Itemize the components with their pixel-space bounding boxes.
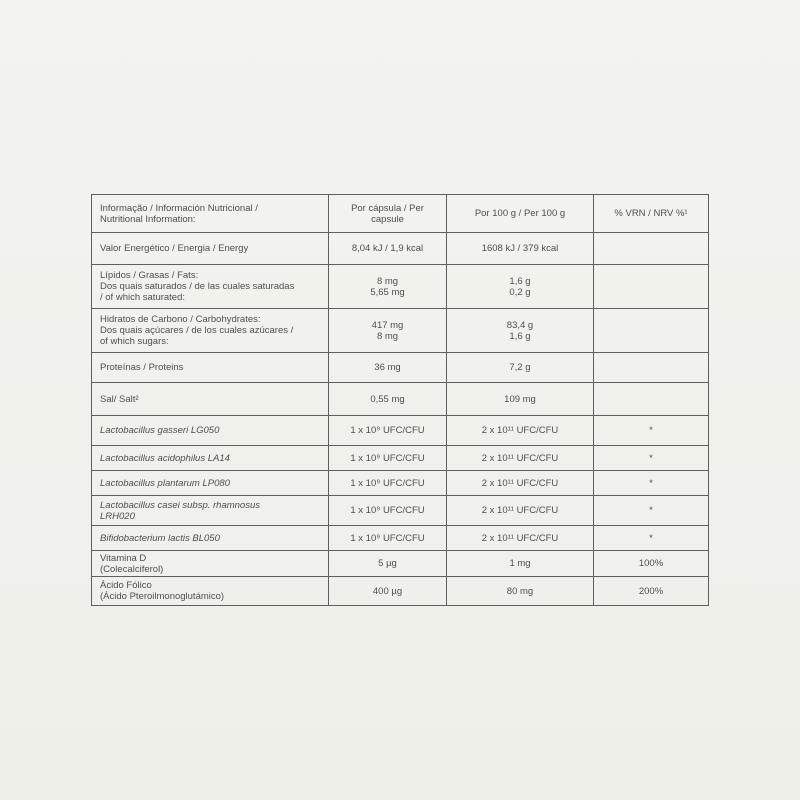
value-per-capsule: 0,55 mg [329,383,447,416]
table-row [92,471,709,496]
value-per-100g: 2 x 10¹¹ UFC/CFU [447,471,594,496]
header-nutrition-info: Informação / Información Nutricional / Nutritional Information: [92,195,329,233]
value-per-capsule: 1 x 10⁹ UFC/CFU [329,496,447,526]
value-per-capsule: 36 mg [329,353,447,383]
nutrient-name: Valor Energético / Energia / Energy [92,233,329,265]
value-per-100g: 2 x 10¹¹ UFC/CFU [447,446,594,471]
nutrition-table [91,194,709,606]
value-vrn: 200% [594,577,709,606]
value-per-100g: 83,4 g 1,6 g [447,309,594,353]
table-body [92,233,709,606]
table-row [92,577,709,606]
value-per-capsule: 1 x 10⁹ UFC/CFU [329,416,447,446]
table-row [92,233,709,265]
value-per-100g: 1 mg [447,551,594,577]
table-row [92,309,709,353]
value-per-capsule: 1 x 10⁹ UFC/CFU [329,446,447,471]
value-per-capsule: 5 µg [329,551,447,577]
table-row [92,446,709,471]
header-per-100g: Por 100 g / Per 100 g [447,195,594,233]
value-vrn [594,265,709,309]
value-vrn: * [594,416,709,446]
header-vrn: % VRN / NRV %¹ [594,195,709,233]
nutrient-name: Bifidobacterium lactis BL050 [92,526,329,551]
value-per-100g: 7,2 g [447,353,594,383]
nutrient-name: Lípidos / Grasas / Fats: Dos quais saturados / de las cuales saturadas / of which saturated: [92,265,329,309]
value-per-100g: 2 x 10¹¹ UFC/CFU [447,496,594,526]
value-per-100g: 1,6 g 0,2 g [447,265,594,309]
nutrient-name: Ácido Fólico (Ácido Pteroilmonoglutámico) [92,577,329,606]
nutrient-name: Hidratos de Carbono / Carbohydrates: Dos quais açúcares / de los cuales azúcares / of which sugars: [92,309,329,353]
value-per-capsule: 1 x 10⁹ UFC/CFU [329,471,447,496]
value-per-capsule: 417 mg 8 mg [329,309,447,353]
nutrient-name: Proteínas / Proteins [92,353,329,383]
table-row [92,353,709,383]
value-vrn: * [594,471,709,496]
table-row [92,551,709,577]
nutrient-name: Lactobacillus acidophilus LA14 [92,446,329,471]
table-row [92,416,709,446]
nutrient-name: Lactobacillus gasseri LG050 [92,416,329,446]
value-per-capsule: 1 x 10⁹ UFC/CFU [329,526,447,551]
value-vrn: * [594,526,709,551]
value-per-capsule: 8 mg 5,65 mg [329,265,447,309]
value-per-100g: 2 x 10¹¹ UFC/CFU [447,526,594,551]
value-per-100g: 2 x 10¹¹ UFC/CFU [447,416,594,446]
table-row [92,496,709,526]
table-header-row [92,195,709,233]
value-vrn [594,353,709,383]
value-vrn: 100% [594,551,709,577]
value-vrn [594,383,709,416]
value-vrn [594,233,709,265]
header-per-capsule: Por cápsula / Per capsule [329,195,447,233]
nutrient-name: Lactobacillus casei subsp. rhamnosus LRH020 [92,496,329,526]
table-row [92,265,709,309]
value-per-capsule: 400 µg [329,577,447,606]
value-per-100g: 80 mg [447,577,594,606]
value-vrn [594,309,709,353]
value-vrn: * [594,446,709,471]
value-vrn: * [594,496,709,526]
value-per-100g: 1608 kJ / 379 kcal [447,233,594,265]
nutrient-name: Vitamina D (Colecalciferol) [92,551,329,577]
value-per-100g: 109 mg [447,383,594,416]
value-per-capsule: 8,04 kJ / 1,9 kcal [329,233,447,265]
table-row [92,526,709,551]
nutrient-name: Sal/ Salt² [92,383,329,416]
table-row [92,383,709,416]
nutrient-name: Lactobacillus plantarum LP080 [92,471,329,496]
